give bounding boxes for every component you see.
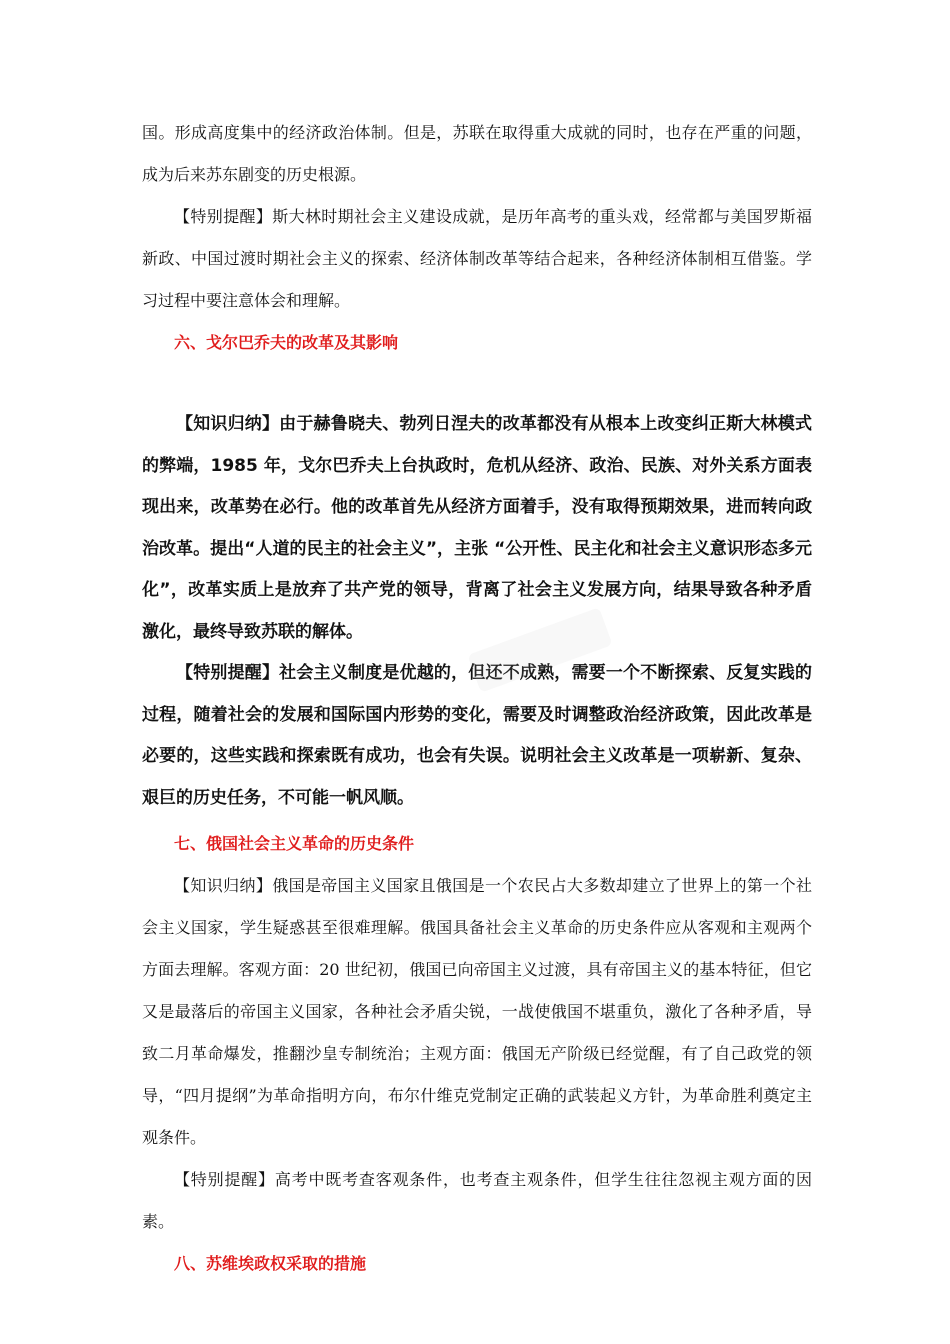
document-page (142, 112, 812, 1285)
spacer (142, 364, 812, 404)
knowledge-summary-6: 【知识归纳】由于赫鲁晓夫、勃列日涅夫的改革都没有从根本上改变纠正斯大林模式的弊端，1985 年，戈尔巴乔夫上台执政时，危机从经济、政治、民族、对外关系方面表现出来，改革势在必行。他的改革首先从经济方面着手，没有取得预期效果，进而转向政治改革。提出“人道的民主的社会主义”，主张 “公开性、民主化和社会主义意识形态多元化”，改革实质上是放弃了共产党的领导，背离了社会主义发展方向，结果导致各种矛盾激化，最终导致苏联的解体。 (142, 414, 812, 642)
special-reminder-1: 【特别提醒】斯大林时期社会主义建设成就，是历年高考的重头戏，经常都与美国罗斯福新政、中国过渡时期社会主义的探索、经济体制改革等结合起来，各种经济体制相互借鉴。学习过程中要注意体会和理解。 (142, 207, 812, 310)
section-heading-6: 六、戈尔巴乔夫的改革及其影响 (174, 333, 399, 352)
special-reminder-7: 【特别提醒】高考中既考查客观条件，也考查主观条件，但学生往往忽视主观方面的因素。 (142, 1170, 812, 1231)
section-heading-8: 八、苏维埃政权采取的措施 (174, 1254, 367, 1273)
intro-paragraph: 国。形成高度集中的经济政治体制。但是，苏联在取得重大成就的同时，也存在严重的问题，成为后来苏东剧变的历史根源。 (142, 123, 812, 184)
knowledge-summary-7: 【知识归纳】俄国是帝国主义国家且俄国是一个农民占大多数却建立了世界上的第一个社会主义国家，学生疑惑甚至很难理解。俄国具备社会主义革命的历史条件应从客观和主观两个方面去理解。客观方面：20 世纪初，俄国已向帝国主义过渡，具有帝国主义的基本特征，但它又是最落后的帝国主义国家，各种社会矛盾尖锐，一战使俄国不堪重负，激化了各种矛盾，导致二月革命爆发，推翻沙皇专制统治；主观方面：俄国无产阶级已经觉醒，有了自己政党的领导，“四月提纲”为革命指明方向，布尔什维克党制定正确的武装起义方针，为革命胜利奠定主观条件。 (142, 876, 812, 1147)
special-reminder-6: 【特别提醒】社会主义制度是优越的，但还不成熟，需要一个不断探索、反复实践的过程，随着社会的发展和国际国内形势的变化，需要及时调整政治经济政策，因此改革是必要的，这些实践和探索既有成功，也会有失误。说明社会主义改革是一项崭新、复杂、艰巨的历史任务，不可能一帆风顺。 (142, 663, 812, 808)
section-heading-7: 七、俄国社会主义革命的历史条件 (174, 834, 415, 853)
